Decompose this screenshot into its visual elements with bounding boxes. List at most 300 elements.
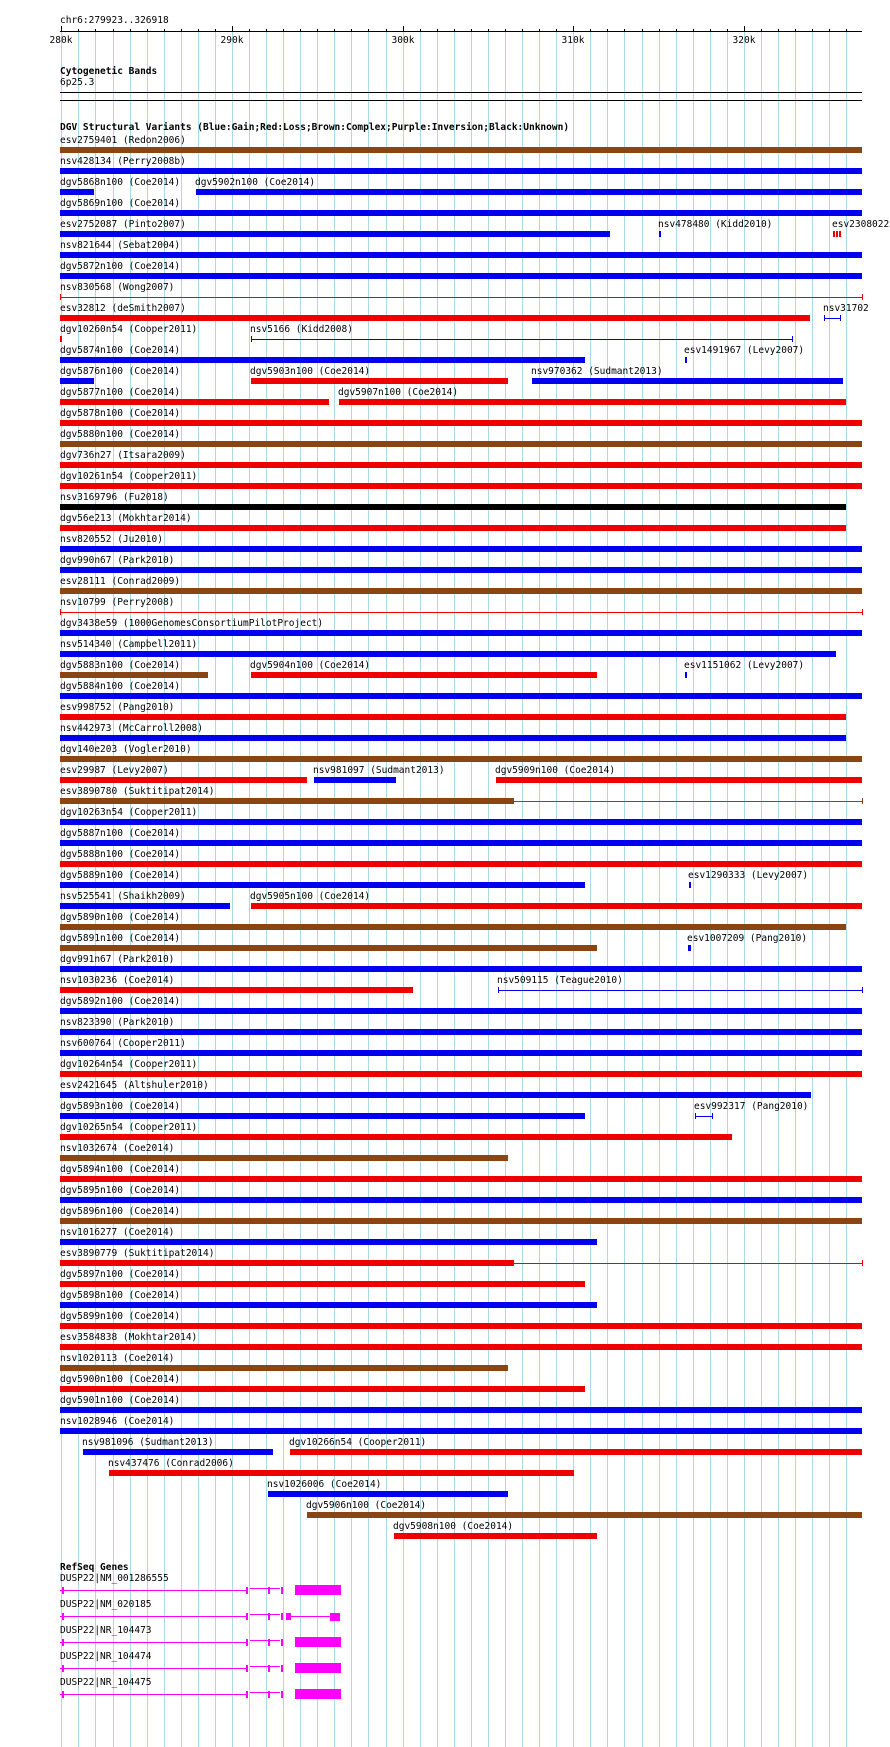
ruler-minor-tick [130,29,131,32]
sv-row [0,555,890,576]
ruler-minor-tick [556,29,557,32]
ruler-tick-label: 280k [49,35,73,46]
sv-label: dgv5874n100 (Coe2014) [60,345,181,356]
sv-bar [60,231,610,237]
sv-end-tick [862,798,863,804]
sv-label: dgv5906n100 (Coe2014) [306,1500,427,1511]
sv-bar [60,1260,514,1266]
sv-label: nsv1026006 (Coe2014) [267,1479,382,1490]
sv-label: esv2759401 (Redon2006) [60,135,186,146]
sv-label: dgv5887n100 (Coe2014) [60,828,181,839]
gene-intron-line [250,1666,280,1667]
sv-start-tick [498,987,499,993]
sv-bar [60,315,810,321]
sv-row [0,492,890,513]
sv-bar [60,777,307,783]
sv-label: dgv5904n100 (Coe2014) [250,660,371,671]
sv-end-tick [862,294,863,300]
sv-label: dgv5900n100 (Coe2014) [60,1374,181,1385]
sv-bar [532,378,843,384]
sv-bar [60,798,514,804]
ruler-minor-tick [368,29,369,32]
sv-label: esv32812 (deSmith2007) [60,303,186,314]
sv-bar [251,903,862,909]
sv-bar [60,1176,862,1182]
sv-row [0,513,890,534]
sv-label: esv1007209 (Pang2010) [687,933,808,944]
sv-bar [60,504,846,510]
sv-row [0,1416,890,1437]
ruler-minor-tick [317,29,318,32]
sv-end-tick [573,1470,574,1476]
sv-label: nsv981097 (Sudmant2013) [313,765,445,776]
ruler-track [0,0,890,50]
sv-bar [60,189,94,195]
ruler-tick-label: 300k [391,35,415,46]
sv-bar [60,756,862,762]
sv-label: nsv437476 (Conrad2006) [108,1458,234,1469]
sv-label: dgv10261n54 (Cooper2011) [60,471,198,482]
sv-bar [60,945,597,951]
ruler-major-tick [573,26,574,32]
sv-bar [196,189,862,195]
gene-intron-line [250,1692,280,1693]
ruler-minor-tick [607,29,608,32]
sv-row [0,219,890,240]
ruler-minor-tick [505,29,506,32]
ruler-minor-tick [283,29,284,32]
ruler-minor-tick [386,29,387,32]
ruler-minor-tick [693,29,694,32]
sv-dot [833,231,835,237]
sv-bar [60,1302,597,1308]
sv-label: dgv5876n100 (Coe2014) [60,366,181,377]
sv-dot [839,231,841,237]
gene-exon-tick [268,1665,270,1672]
sv-label: dgv5868n100 (Coe2014) [60,177,181,188]
sv-label: dgv5903n100 (Coe2014) [250,366,371,377]
sv-row [0,828,890,849]
sv-label: dgv5899n100 (Coe2014) [60,1311,181,1322]
gene-label: DUSP22|NM_001286555 [60,1573,169,1584]
sv-bar [688,945,691,951]
ruler-minor-tick [624,29,625,32]
gene-row [0,1625,890,1651]
sv-label: dgv5896n100 (Coe2014) [60,1206,181,1217]
sv-label: dgv10264n54 (Cooper2011) [60,1059,198,1070]
ruler-minor-tick [471,29,472,32]
sv-line [251,339,792,340]
cytoband-line-1 [60,92,862,93]
sv-label: dgv991n67 (Park2010) [60,954,175,965]
sv-bar [60,441,862,447]
sv-bar [60,819,862,825]
sv-start-tick [60,609,61,615]
sv-start-tick [251,336,252,342]
sv-row [0,1311,890,1332]
sv-label: dgv10266n54 (Cooper2011) [289,1437,427,1448]
sv-extension-line [514,801,862,802]
gene-label: DUSP22|NR_104475 [60,1677,152,1688]
sv-label: dgv10265n54 (Cooper2011) [60,1122,198,1133]
gene-exon-tick [268,1613,270,1620]
ruler-minor-tick [590,29,591,32]
gene-intron-line [60,1642,246,1643]
sv-row [0,1374,890,1395]
sv-bar [60,525,846,531]
sv-label: dgv990n67 (Park2010) [60,555,175,566]
dgv-track [0,120,890,1560]
sv-bar [60,399,329,405]
sv-bar [496,777,862,783]
gene-exon [295,1585,341,1595]
gene-row [0,1573,890,1599]
sv-tick-mark [685,357,687,363]
sv-label: esv1491967 (Levy2007) [684,345,805,356]
sv-label: dgv5907n100 (Coe2014) [338,387,459,398]
sv-tick-mark [689,882,691,888]
sv-row [0,534,890,555]
ruler-minor-tick [659,29,660,32]
sv-label: dgv5893n100 (Coe2014) [60,1101,181,1112]
sv-core-bar [145,1470,502,1476]
ruler-tick-label: 310k [561,35,585,46]
gene-intron-line [60,1668,246,1669]
ruler-minor-tick [164,29,165,32]
sv-label: dgv5888n100 (Coe2014) [60,849,181,860]
sv-label: nsv821644 (Sebat2004) [60,240,181,251]
sv-row [0,240,890,261]
sv-tick-mark [685,672,687,678]
sv-row [0,1458,890,1479]
sv-dot [836,231,838,237]
sv-bar [268,1491,508,1497]
ruler-minor-tick [351,29,352,32]
sv-bar [60,924,846,930]
sv-label: dgv5877n100 (Coe2014) [60,387,181,398]
ruler-minor-tick [778,29,779,32]
sv-row [0,702,890,723]
sv-label: dgv5908n100 (Coe2014) [393,1521,514,1532]
sv-label: nsv830568 (Wong2007) [60,282,175,293]
sv-row [0,345,890,366]
sv-bar [60,168,862,174]
sv-line [824,318,840,319]
sv-row [0,261,890,282]
gene-exon-tick [268,1691,270,1698]
sv-end-tick [840,315,841,321]
sv-label: dgv5883n100 (Coe2014) [60,660,181,671]
ruler-tick-label: 290k [220,35,244,46]
gene-intron-line [250,1640,280,1641]
sv-label: esv29987 (Levy2007) [60,765,169,776]
cytoband-track [0,64,890,104]
sv-label: esv998752 (Pang2010) [60,702,175,713]
sv-row [0,1500,890,1521]
gene-exon [295,1637,341,1647]
sv-label: esv3890779 (Suktitipat2014) [60,1248,215,1259]
sv-row [0,1206,890,1227]
sv-bar [60,882,585,888]
sv-row [0,996,890,1017]
sv-bar [60,1239,597,1245]
ruler-minor-tick [420,29,421,32]
sv-bar [60,1344,862,1350]
sv-label: dgv5891n100 (Coe2014) [60,933,181,944]
sv-row [0,1038,890,1059]
ruler-minor-tick [539,29,540,32]
sv-label: nsv514340 (Campbell2011) [60,639,198,650]
ruler-minor-tick [761,29,762,32]
sv-row [0,639,890,660]
sv-bar [60,651,836,657]
sv-row [0,1332,890,1353]
gene-exon-tick [62,1665,64,1672]
sv-bar [60,630,862,636]
sv-line [60,612,862,613]
sv-bar [339,399,846,405]
ruler-minor-tick [300,29,301,32]
sv-row [0,765,890,786]
gene-exon-tick [281,1665,283,1672]
sv-label: nsv10799 (Perry2008) [60,597,175,608]
sv-label: nsv442973 (McCarroll2008) [60,723,203,734]
gene-exon-tick [246,1691,248,1698]
sv-row [0,912,890,933]
ruler-minor-tick [437,29,438,32]
gene-exon-tick [246,1613,248,1620]
sv-label: dgv5902n100 (Coe2014) [195,177,316,188]
sv-label: esv2421645 (Altshuler2010) [60,1080,209,1091]
sv-row [0,597,890,618]
sv-label: nsv1030236 (Coe2014) [60,975,175,986]
ruler-minor-tick [454,29,455,32]
sv-bar [83,1449,273,1455]
sv-row [0,1269,890,1290]
gene-intron-line [60,1694,246,1695]
sv-end-tick [712,1113,713,1119]
sv-row [0,324,890,345]
gene-exon-tick [268,1587,270,1594]
gene-exon-tick [268,1639,270,1646]
sv-row [0,1353,890,1374]
gene-intron-line [250,1588,280,1589]
sv-row [0,450,890,471]
sv-row [0,366,890,387]
sv-label: nsv3169796 (Fu2018) [60,492,169,503]
sv-row [0,1290,890,1311]
sv-bar [60,966,862,972]
sv-label: dgv5909n100 (Coe2014) [495,765,616,776]
sv-row [0,1101,890,1122]
sv-label: dgv140e203 (Vogler2010) [60,744,192,755]
ruler-minor-tick [113,29,114,32]
sv-row [0,870,890,891]
sv-row [0,282,890,303]
gene-exon [295,1663,341,1673]
sv-bar [60,567,862,573]
sv-label: nsv1032674 (Coe2014) [60,1143,175,1154]
gene-intron-line [60,1590,246,1591]
sv-bar [394,1533,597,1539]
sv-row [0,1395,890,1416]
sv-label: nsv600764 (Cooper2011) [60,1038,186,1049]
sv-bar [60,252,862,258]
sv-row [0,786,890,807]
sv-row [0,849,890,870]
ruler-minor-tick [710,29,711,32]
sv-start-tick [60,294,61,300]
ruler-minor-tick [795,29,796,32]
ruler-minor-tick [488,29,489,32]
sv-bar [60,1323,862,1329]
ruler-tick-label: 320k [732,35,756,46]
ruler-minor-tick [215,29,216,32]
sv-start-tick [109,1470,110,1476]
gene-label: DUSP22|NR_104473 [60,1625,152,1636]
ruler-minor-tick [181,29,182,32]
sv-row [0,1185,890,1206]
gene-exon [330,1613,340,1621]
gene-exon-tick [62,1639,64,1646]
cytoband-line-2 [60,100,862,101]
sv-label: dgv5894n100 (Coe2014) [60,1164,181,1175]
sv-bar [60,1197,862,1203]
sv-row [0,156,890,177]
sv-label: dgv10260n54 (Cooper2011) [60,324,198,335]
sv-bar [60,462,862,468]
sv-tick-mark [60,336,62,342]
sv-bar [60,483,862,489]
gene-label: DUSP22|NM_020185 [60,1599,152,1610]
sv-bar [60,1113,585,1119]
ruler-minor-tick [812,29,813,32]
sv-bar [60,357,585,363]
gene-exon-tick [246,1587,248,1594]
sv-label: nsv1016277 (Coe2014) [60,1227,175,1238]
sv-label: dgv5897n100 (Coe2014) [60,1269,181,1280]
sv-label: esv2308022 [832,219,890,230]
position-label: chr6:279923..326918 [60,15,169,26]
ruler-minor-tick [95,29,96,32]
ruler-minor-tick [727,29,728,32]
gene-exon-tick [62,1613,64,1620]
gene-exon-tick [62,1691,64,1698]
sv-bar [60,693,862,699]
sv-row [0,198,890,219]
ruler-major-tick [232,26,233,32]
sv-label: dgv5898n100 (Coe2014) [60,1290,181,1301]
sv-label: nsv478480 (Kidd2010) [658,219,773,230]
gene-exon-tick [281,1613,283,1620]
sv-row [0,1248,890,1269]
gene-exon-tick [281,1587,283,1594]
sv-row [0,618,890,639]
sv-bar [60,1218,862,1224]
sv-label: esv3890780 (Suktitipat2014) [60,786,215,797]
ruler-minor-tick [846,29,847,32]
sv-bar [60,1428,862,1434]
cytoband-label: 6p25.3 [60,77,95,88]
sv-bar [60,903,230,909]
sv-tick-mark [659,231,661,237]
sv-bar [60,546,862,552]
gene-exon-tick [62,1587,64,1594]
sv-bar [60,861,862,867]
sv-bar [60,1050,862,1056]
sv-line [695,1116,712,1117]
sv-label: nsv970362 (Sudmant2013) [531,366,663,377]
gene-exon-tick [281,1691,283,1698]
sv-row [0,387,890,408]
sv-row [0,135,890,156]
sv-row [0,933,890,954]
gene-row [0,1677,890,1703]
sv-bar [60,1008,862,1014]
ruler-minor-tick [78,29,79,32]
sv-label: dgv5895n100 (Coe2014) [60,1185,181,1196]
sv-row [0,1479,890,1500]
sv-label: dgv5880n100 (Coe2014) [60,429,181,440]
gene-intron-line [291,1616,330,1617]
sv-label: dgv5872n100 (Coe2014) [60,261,181,272]
sv-row [0,1080,890,1101]
gene-label: DUSP22|NR_104474 [60,1651,152,1662]
sv-row [0,744,890,765]
sv-row [0,303,890,324]
sv-row [0,1521,890,1542]
sv-bar [60,840,862,846]
sv-label: dgv56e213 (Mokhtar2014) [60,513,192,524]
ruler-minor-tick [522,29,523,32]
sv-label: nsv5166 (Kidd2008) [250,324,353,335]
sv-line [498,990,862,991]
sv-row [0,1437,890,1458]
ruler-minor-tick [198,29,199,32]
sv-label: dgv5892n100 (Coe2014) [60,996,181,1007]
sv-row [0,429,890,450]
sv-end-tick [862,987,863,993]
sv-row [0,408,890,429]
refseq-track-title: RefSeq Genes [60,1562,129,1573]
sv-bar [60,1281,585,1287]
sv-label: dgv5901n100 (Coe2014) [60,1395,181,1406]
sv-end-tick [862,609,863,615]
sv-bar [60,672,208,678]
ruler-minor-tick [642,29,643,32]
sv-label: dgv5878n100 (Coe2014) [60,408,181,419]
sv-label: nsv509115 (Teague2010) [497,975,623,986]
cytoband-track-title: Cytogenetic Bands [60,66,158,77]
sv-bar [60,735,846,741]
gene-row [0,1651,890,1677]
sv-bar [60,714,846,720]
gene-exon [295,1689,341,1699]
sv-bar [60,1386,585,1392]
sv-label: dgv10263n54 (Cooper2011) [60,807,198,818]
sv-row [0,1017,890,1038]
ruler-major-tick [744,26,745,32]
gene-exon-tick [246,1665,248,1672]
sv-label: esv3584838 (Mokhtar2014) [60,1332,198,1343]
sv-label: nsv1020113 (Coe2014) [60,1353,175,1364]
ruler-minor-tick [334,29,335,32]
sv-label: dgv736n27 (Itsara2009) [60,450,186,461]
sv-bar [60,1134,732,1140]
gene-exon-tick [246,1639,248,1646]
dgv-track-title: DGV Structural Variants (Blue:Gain;Red:Loss;Brown:Complex;Purple:Inversion;Black:Unknown) [60,122,570,133]
sv-label: esv1290333 (Levy2007) [688,870,809,881]
